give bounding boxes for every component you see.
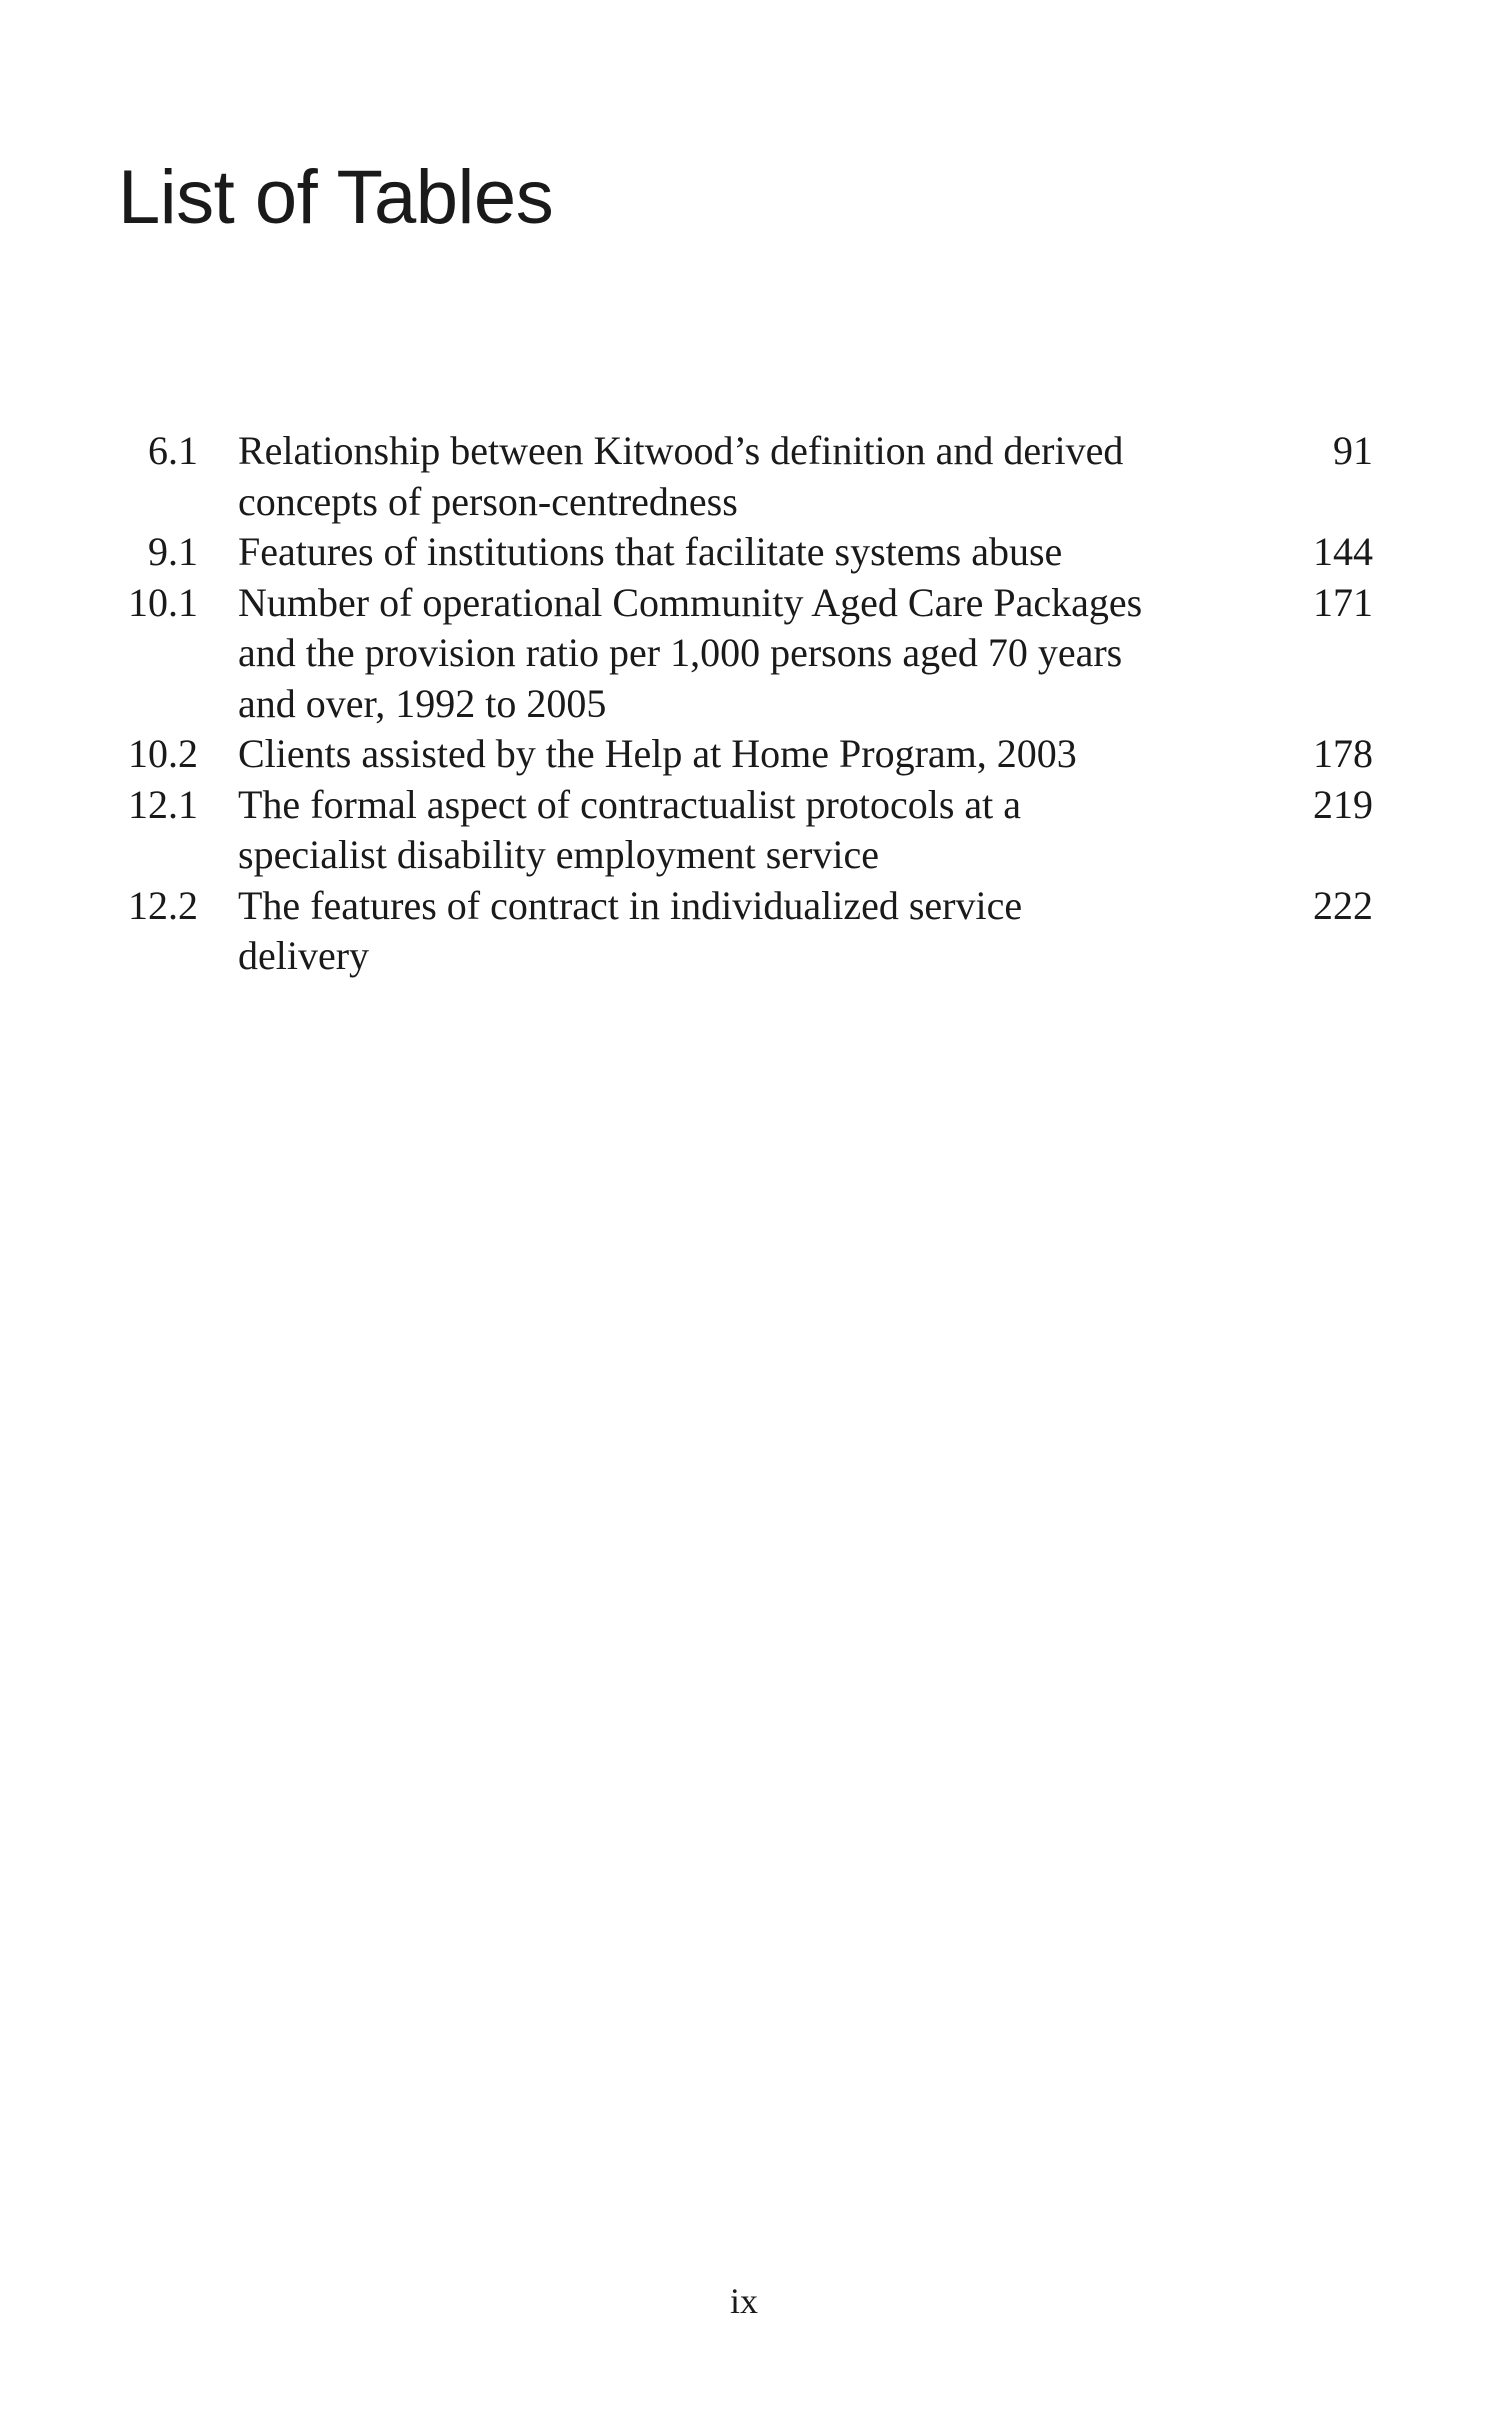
table-title (238, 426, 1238, 527)
table-title-line: The features of contract in individualized service (238, 882, 1023, 928)
table-number: 10.2 (128, 731, 198, 776)
page-number: 91 (1333, 428, 1373, 473)
table-number: 10.1 (128, 579, 198, 625)
table-title (238, 729, 1238, 780)
page-number: 222 (1313, 882, 1373, 928)
table-title-line: The formal aspect of contractualist protocols at a (238, 781, 1022, 827)
table-number: 12.1 (128, 781, 198, 827)
table-title-line: concepts of person-centredness (238, 478, 738, 524)
table-title-line: and the provision ratio per 1,000 persons aged 70 years (238, 630, 1123, 675)
table-title (238, 578, 1238, 730)
page-number: 144 (1313, 529, 1373, 574)
table-title-line: delivery (238, 933, 370, 978)
table-list (0, 426, 1488, 982)
table-number: 9.1 (148, 529, 198, 574)
table-title (238, 780, 1238, 881)
list-item[interactable] (0, 426, 1488, 527)
page-number: 178 (1313, 731, 1373, 776)
table-title-line: Number of operational Community Aged Care Packages (238, 579, 1143, 625)
table-title-line: Relationship between Kitwood’s definition and derived (238, 428, 1124, 473)
page-title: List of Tables (118, 155, 554, 240)
page-folio: ix (729, 2281, 758, 2321)
list-item[interactable] (0, 729, 1488, 780)
table-title (238, 527, 1238, 578)
table-title (238, 881, 1238, 982)
list-item[interactable] (0, 527, 1488, 578)
table-title-line: specialist disability employment service (238, 832, 879, 877)
table-number: 6.1 (148, 428, 198, 473)
page-number: 219 (1313, 781, 1373, 827)
table-title-line: Features of institutions that facilitate systems abuse (238, 529, 1063, 574)
list-item[interactable] (0, 780, 1488, 881)
list-item[interactable] (0, 578, 1488, 730)
table-title-line: Clients assisted by the Help at Home Program, 2003 (238, 731, 1077, 776)
table-title-line: and over, 1992 to 2005 (238, 680, 607, 726)
page-number: 171 (1313, 579, 1373, 625)
list-item[interactable] (0, 881, 1488, 982)
table-number: 12.2 (128, 882, 198, 928)
